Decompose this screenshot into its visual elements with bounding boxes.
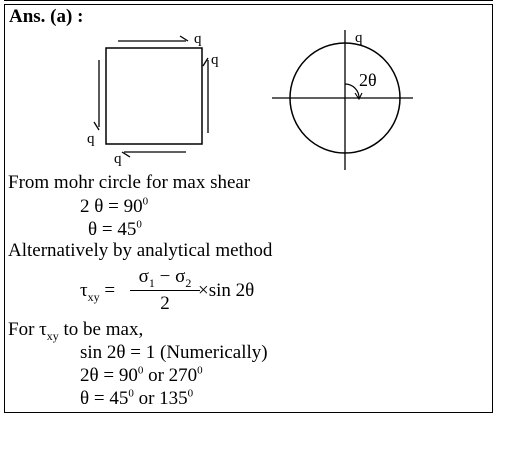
circle-shear-label: q	[355, 30, 363, 46]
angle-label: 2θ	[359, 70, 377, 90]
square-element	[87, 31, 219, 167]
mohr-circle	[272, 30, 413, 170]
equation-theta: $\theta = 45^0$	[88, 218, 142, 240]
alternative-line: Alternatively by analytical method	[8, 240, 273, 261]
fraction-denominator: 2	[160, 293, 170, 314]
sin-term: ×sin 2θ	[198, 280, 255, 301]
result-theta: $\theta = 45^0$ or $135^0$	[80, 387, 194, 409]
shear-label-left: q	[87, 131, 95, 147]
answer-heading: Ans. (a) :	[9, 6, 84, 27]
stress-fraction	[130, 266, 200, 315]
result-2theta: $2\theta = 90^0$ or $270^0$	[80, 364, 203, 386]
sin-equation: sin 2θ = 1 (Numerically)	[80, 342, 268, 363]
mohr-line: From mohr circle for max shear	[8, 172, 251, 193]
equation-2theta: 2 $\theta = 90^0$	[80, 195, 149, 217]
tau-symbol: $\tau_{xy}$ =	[80, 280, 116, 304]
fraction-numerator: $\sigma_1 - \sigma_2$	[138, 266, 192, 290]
shear-label-top: q	[194, 31, 202, 47]
shear-label-right: q	[211, 52, 219, 68]
fraction-bar	[130, 290, 200, 291]
condition-line: For $\tau_{xy}$ to be max,	[8, 319, 144, 343]
shear-label-bottom: q	[114, 151, 122, 167]
